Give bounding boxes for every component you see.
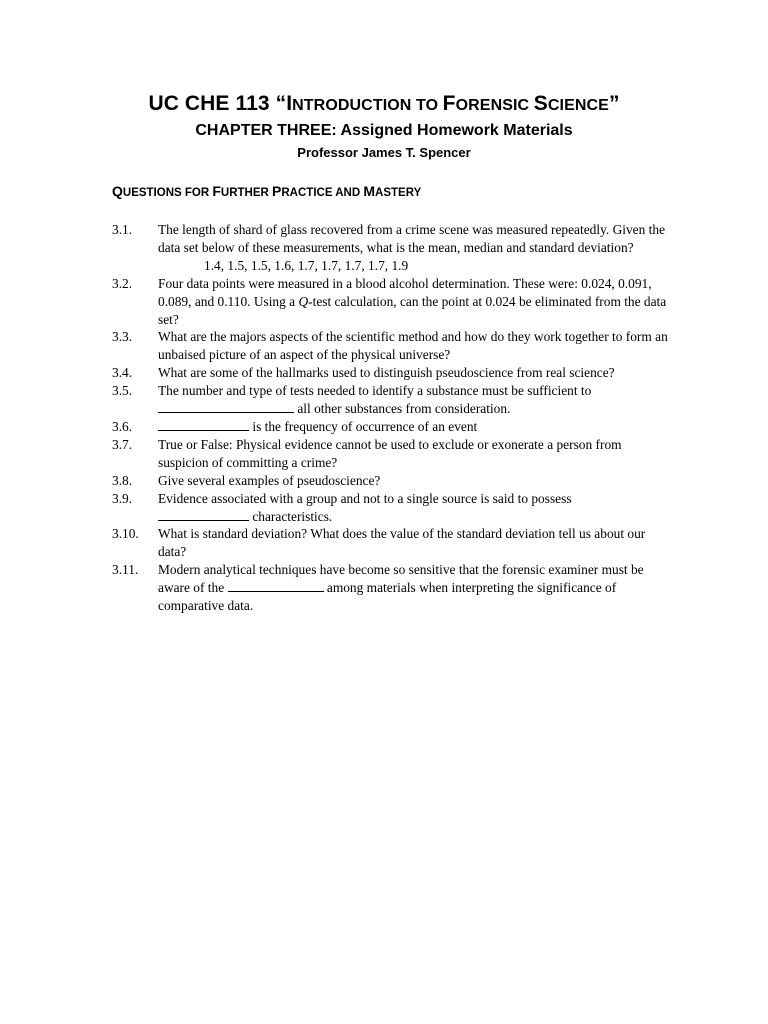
question-text: Give several examples of pseudoscience? bbox=[158, 472, 381, 488]
question-3-2 bbox=[112, 275, 672, 329]
question-text: What are the majors aspects of the scientific method and how do they work together to form an unbaised picture of an aspect of the physical universe? bbox=[158, 329, 668, 363]
document-subtitle: CHAPTER THREE: Assigned Homework Materials bbox=[195, 122, 573, 139]
question-number: 3.11. bbox=[112, 562, 139, 578]
question-text: Evidence associated with a group and not to a single source is said to possess characteristics. bbox=[158, 490, 572, 524]
answer-blank bbox=[158, 508, 249, 521]
question-number: 3.8. bbox=[112, 472, 133, 488]
question-text: Modern analytical techniques have become so sensitive that the forensic examiner must be aware of the among materials when interpreting the significance of comparative data. bbox=[158, 562, 644, 614]
question-text: The length of shard of glass recovered from a crime scene was measured repeatedly. Given the data set below of these measurements, what is the mean, median and standard deviation? bbox=[158, 222, 666, 255]
question-text: Four data points were measured in a blood alcohol determination. These were: 0.024, 0.091, 0.089, and 0.110. Using a Q-test calculation, can the point at 0.024 be eliminated from the data set? bbox=[158, 275, 667, 327]
question-number: 3.2. bbox=[112, 275, 133, 291]
question-3-8 bbox=[112, 472, 672, 490]
question-3-4 bbox=[112, 364, 672, 382]
question-text: What are some of the hallmarks used to distinguish pseudoscience from real science? bbox=[158, 365, 615, 381]
question-3-7 bbox=[112, 436, 672, 472]
question-text: True or False: Physical evidence cannot be used to exclude or exonerate a person from suspicion of committing a crime? bbox=[158, 436, 622, 470]
answer-blank bbox=[158, 400, 294, 413]
question-number: 3.4. bbox=[112, 365, 133, 381]
question-3-3 bbox=[112, 328, 672, 364]
answer-blank bbox=[228, 579, 324, 592]
question-text: The number and type of tests needed to identify a substance must be sufficient to all other substances from consideration. bbox=[158, 383, 592, 417]
question-text: What is standard deviation? What does the value of the standard deviation tell us about our data? bbox=[158, 526, 646, 560]
question-list bbox=[112, 221, 672, 615]
question-number: 3.6. bbox=[112, 418, 133, 434]
question-3-10 bbox=[112, 525, 672, 561]
question-number: 3.9. bbox=[112, 490, 133, 506]
question-number: 3.5. bbox=[112, 383, 133, 399]
question-3-9 bbox=[112, 490, 672, 526]
professor-name: Professor James T. Spencer bbox=[297, 145, 471, 160]
question-3-6 bbox=[112, 418, 672, 436]
question-3-5 bbox=[112, 382, 672, 418]
section-heading: QUESTIONS FOR FURTHER PRACTICE AND MASTERY bbox=[112, 183, 422, 199]
question-3-11 bbox=[112, 561, 672, 615]
question-number: 3.3. bbox=[112, 329, 133, 345]
question-number: 3.7. bbox=[112, 436, 133, 452]
measurement-data: 1.4, 1.5, 1.5, 1.6, 1.7, 1.7, 1.7, 1.7, 1.9 bbox=[204, 257, 409, 273]
answer-blank bbox=[158, 418, 249, 431]
document-title: UC CHE 113 “INTRODUCTION TO FORENSIC SCIENCE” bbox=[148, 92, 620, 115]
question-number: 3.10. bbox=[112, 526, 139, 542]
question-3-1 bbox=[112, 221, 672, 275]
question-text: is the frequency of occurrence of an event bbox=[158, 418, 672, 436]
question-number: 3.1. bbox=[112, 222, 133, 237]
